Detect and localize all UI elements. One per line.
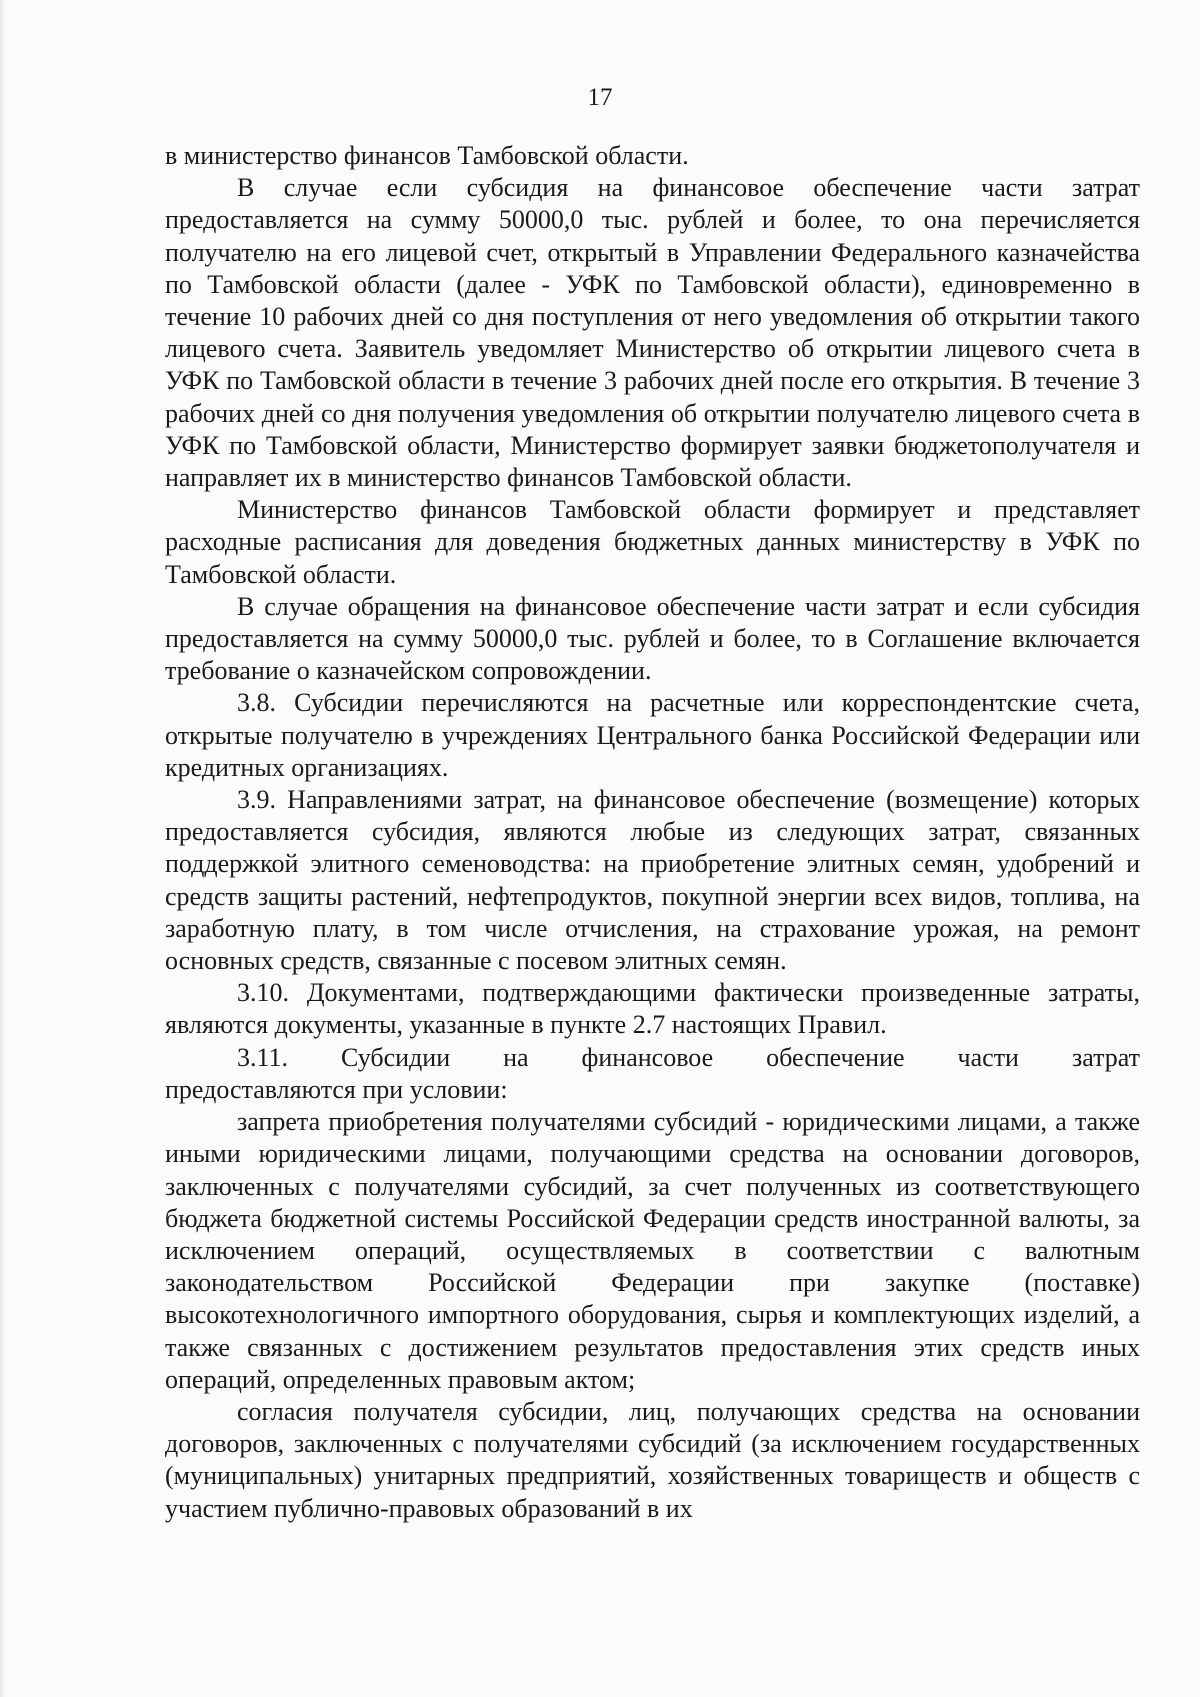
- document-body: [165, 140, 1140, 1525]
- paragraph-3-10: 3.10. Документами, подтверждающими фактически произведенные затраты, являются документы, указанные в пункте 2.7 настоящих Правил.: [165, 978, 1140, 1040]
- page-number: 17: [587, 84, 613, 111]
- paragraph-treasury-support: В случае обращения на финансовое обеспечение части затрат и если субсидия предоставляется на сумму 50000,0 тыс. рублей и более, то в Соглашение включается требование о казначейском сопровождении.: [165, 591, 1140, 686]
- paragraph-3-11-condition: предоставляются при условии:: [165, 1074, 508, 1104]
- scan-edge-shadow: [0, 0, 6, 1697]
- paragraph-subsidy-transfer: В случае если субсидия на финансовое обеспечение части затрат предоставляется на сумму 50000,0 тыс. рублей и более, то она перечисляется получателю на его лицевой счет, открытый в Управлении Федерального казначейства по Тамбовской области (далее - УФК по Тамбовской области), единовременно в течение 10 рабочих дней со дня поступления от него уведомления об открытии такого лицевого счета. Заявитель уведомляет Министерство об открытии лицевого счета в УФК по Тамбовской области в течение 3 рабочих дней после его открытия. В течение 3 рабочих дней со дня получения уведомления об открытии получателю лицевого счета в УФК по Тамбовской области, Министерство формирует заявки бюджетополучателя и направляет их в министерство финансов Тамбовской области.: [165, 173, 1140, 493]
- paragraph-recipient-consent: согласия получателя субсидии, лиц, получающих средства на основании договоров, заключенных с получателями субсидий (за исключением государственных (муниципальных) унитарных предприятий, хозяйственных товариществ и обществ с участием публично-правовых образований в их: [165, 1396, 1140, 1523]
- paragraph-continuation: в министерство финансов Тамбовской области.: [165, 141, 689, 170]
- paragraph-3-11-heading: 3.11. Субсидии на финансовое обеспечение части затрат: [237, 1042, 1140, 1072]
- paragraph-3-8: 3.8. Субсидии перечисляются на расчетные или корреспондентские счета, открытые получателю в учреждениях Центрального банка Российской Федерации или кредитных организациях.: [165, 688, 1140, 782]
- paragraph-3-9: 3.9. Направлениями затрат, на финансовое обеспечение (возмещение) которых предоставляется субсидия, являются любые из следующих затрат, связанных поддержкой элитного семеноводства: на приобретение элитных семян, удобрений и средств защиты растений, нефтепродуктов, покупной энергии всех видов, топлива, на заработную плату, в том числе отчисления, на страхование урожая, на ремонт основных средств, связанные с посевом элитных семян.: [165, 785, 1140, 976]
- paragraph-ministry-finance: Министерство финансов Тамбовской области формирует и представляет расходные расписания для доведения бюджетных данных министерству в УФК по Тамбовской области.: [165, 495, 1140, 589]
- paragraph-currency-prohibition: запрета приобретения получателями субсидий - юридическими лицами, а также иными юридическими лицами, получающими средства на основании договоров, заключенных с получателями субсидий, за счет полученных из соответствующего бюджета бюджетной системы Российской Федерации средств иностранной валюты, за исключением операций, осуществляемых в соответствии с валютным законодательством Российской Федерации при закупке (поставке) высокотехнологичного импортного оборудования, сырья и комплектующих изделий, а также связанных с достижением результатов предоставления этих средств иных операций, определенных правовым актом;: [165, 1107, 1140, 1394]
